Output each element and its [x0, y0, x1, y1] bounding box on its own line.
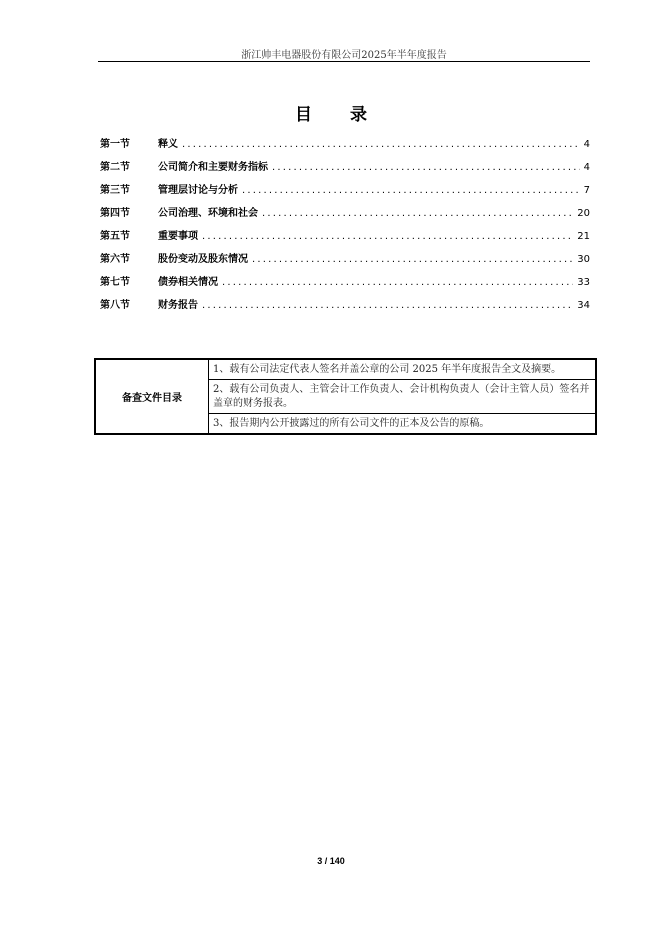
reference-documents-table [94, 358, 597, 435]
toc-section-number: 第二节 [100, 162, 130, 173]
reference-documents-label: 备查文件目录 [95, 359, 209, 434]
page-number: 3 / 140 [317, 856, 345, 866]
toc-section-name: 管理层讨论与分析 [158, 185, 238, 196]
toc-section-name: 重要事项 [158, 231, 198, 242]
toc-item[interactable] [100, 296, 590, 319]
toc-section-name: 释义 [158, 139, 178, 150]
toc-leader-dots [222, 277, 573, 288]
toc-title: 目 录 [295, 105, 383, 125]
toc-page-number: 20 [577, 208, 590, 219]
toc-item[interactable] [100, 135, 590, 158]
toc-page-number: 7 [583, 185, 590, 196]
toc-section-number: 第七节 [100, 277, 130, 288]
toc-leader-dots [182, 139, 580, 150]
toc-page-number: 4 [583, 162, 590, 173]
toc-item[interactable] [100, 204, 590, 227]
table-of-contents [100, 135, 590, 319]
toc-page-number: 4 [583, 139, 590, 150]
toc-item[interactable] [100, 181, 590, 204]
page-header: 浙江帅丰电器股份有限公司2025年半年度报告 [241, 50, 447, 61]
toc-section-name: 债券相关情况 [158, 277, 218, 288]
toc-section-number: 第五节 [100, 231, 130, 242]
toc-section-number: 第四节 [100, 208, 130, 219]
toc-section-name: 公司治理、环境和社会 [158, 208, 258, 219]
toc-item[interactable] [100, 250, 590, 273]
toc-leader-dots [242, 185, 580, 196]
toc-leader-dots [202, 231, 573, 242]
toc-leader-dots [252, 254, 573, 265]
toc-page-number: 21 [577, 231, 590, 242]
toc-section-number: 第三节 [100, 185, 130, 196]
toc-page-number: 33 [577, 277, 590, 288]
toc-leader-dots [262, 208, 573, 219]
toc-page-number: 30 [577, 254, 590, 265]
toc-page-number: 34 [577, 300, 590, 311]
toc-section-number: 第六节 [100, 254, 130, 265]
toc-section-number: 第一节 [100, 139, 130, 150]
toc-section-name: 股份变动及股东情况 [158, 254, 248, 265]
toc-item[interactable] [100, 273, 590, 296]
toc-leader-dots [272, 162, 580, 173]
toc-item[interactable] [100, 227, 590, 250]
toc-section-number: 第八节 [100, 300, 130, 311]
header-divider [98, 61, 590, 62]
reference-document-item: 1、载有公司法定代表人签名并盖公章的公司 2025 年半年度报告全文及摘要。 [209, 359, 597, 380]
reference-document-item: 3、报告期内公开披露过的所有公司文件的正本及公告的原稿。 [209, 414, 597, 435]
toc-leader-dots [202, 300, 573, 311]
reference-document-item: 2、载有公司负责人、主管会计工作负责人、会计机构负责人（会计主管人员）签名并盖章的财务报表。 [209, 380, 597, 414]
toc-section-name: 财务报告 [158, 300, 198, 311]
toc-item[interactable] [100, 158, 590, 181]
toc-section-name: 公司简介和主要财务指标 [158, 162, 268, 173]
